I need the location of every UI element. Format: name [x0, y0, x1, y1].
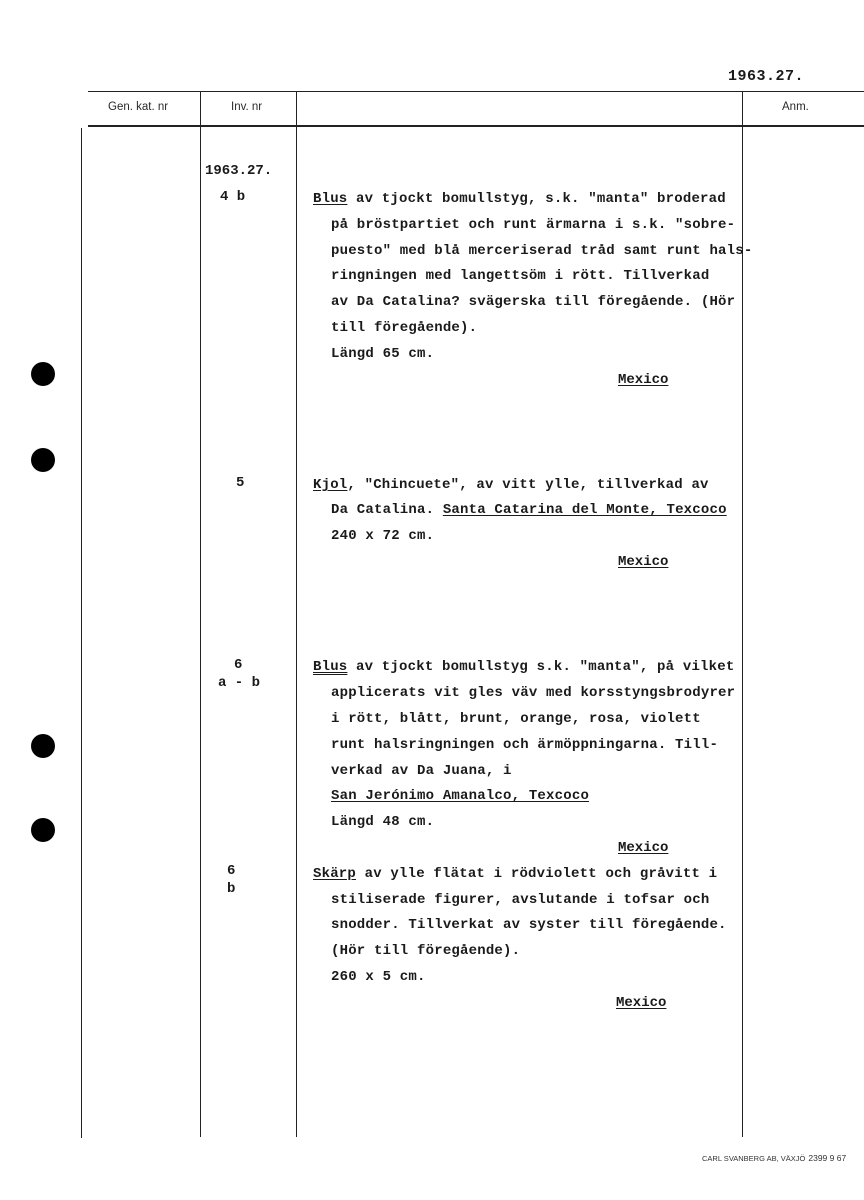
inventory-number: 6: [234, 657, 243, 673]
entry-line: puesto" med blå merceriserad tråd samt runt hals-: [331, 243, 753, 259]
binder-hole: [31, 734, 55, 758]
entry-line: 260 x 5 cm.: [331, 969, 426, 985]
place-name: San Jerónimo Amanalco, Texcoco: [331, 788, 590, 804]
entry-text: Da Catalina.: [331, 502, 443, 518]
column-header-anm: Anm.: [782, 101, 809, 113]
entry-line: (Hör till föregående).: [331, 943, 521, 959]
entry-line: applicerats vit gles väv med korsstyngsbrodyrer: [331, 685, 736, 701]
entry-line: [313, 866, 717, 882]
inventory-year: 1963.27.: [205, 163, 273, 179]
left-margin-rule: [81, 128, 82, 1138]
printer-name: CARL SVANBERG AB, VÄXJÖ: [702, 1154, 806, 1163]
country-label: Mexico: [616, 995, 667, 1011]
binder-hole: [31, 818, 55, 842]
entry-line: [313, 191, 726, 207]
entry-text: av tjockt bomullstyg s.k. "manta", på vilket: [347, 659, 735, 675]
inventory-number: 6: [227, 863, 236, 879]
page-number: 1963.27.: [728, 68, 805, 85]
entry-line: till föregående).: [331, 320, 478, 336]
entry-line: på bröstpartiet och runt ärmarna i s.k. "sobre-: [331, 217, 736, 233]
entry-line: 240 x 72 cm.: [331, 528, 435, 544]
inventory-number: 4 b: [220, 189, 246, 205]
inventory-number: 5: [236, 475, 245, 491]
entry-line: runt halsringningen och ärmöppningarna. Till-: [331, 737, 719, 753]
inventory-suffix: b: [227, 881, 236, 897]
entry-line: [331, 502, 727, 518]
entry-line: Längd 48 cm.: [331, 814, 435, 830]
object-term: Kjol: [313, 477, 348, 493]
country-label: Mexico: [618, 372, 669, 388]
entry-line: Längd 65 cm.: [331, 346, 435, 362]
binder-hole: [31, 362, 55, 386]
header-rule: [88, 125, 864, 127]
entry-line: av Da Catalina? svägerska till föregående. (Hör: [331, 294, 736, 310]
country-label: Mexico: [618, 840, 669, 856]
place-name: Santa Catarina del Monte, Texcoco: [442, 502, 727, 518]
form-code: 2399 9 67: [808, 1153, 847, 1163]
column-header-inv-nr: Inv. nr: [231, 101, 263, 113]
entry-text: av tjockt bomullstyg, s.k. "manta" broderad: [347, 191, 726, 207]
country-label: Mexico: [618, 554, 669, 570]
entry-line: stiliserade figurer, avslutande i tofsar och: [331, 892, 710, 908]
top-rule: [88, 91, 864, 92]
entry-line: [313, 659, 734, 675]
printer-imprint: [702, 1153, 846, 1163]
object-term: Blus: [313, 191, 348, 207]
entry-line: i rött, blått, brunt, orange, rosa, violett: [331, 711, 701, 727]
entry-line: ringningen med langettsöm i rött. Tillverkad: [331, 268, 710, 284]
gen-kat-column-divider: [200, 92, 201, 1137]
column-header-gen-kat-nr: Gen. kat. nr: [108, 101, 169, 113]
entry-line: [313, 477, 709, 493]
object-term: Skärp: [313, 866, 357, 882]
inventory-suffix: a - b: [218, 675, 261, 691]
inv-column-divider: [296, 92, 297, 1137]
binder-hole: [31, 448, 55, 472]
entry-text: av ylle flätat i rödviolett och gråvitt i: [356, 866, 718, 882]
entry-line: verkad av Da Juana, i: [331, 763, 512, 779]
object-term: Blus: [313, 659, 348, 675]
entry-text: , "Chincuete", av vitt ylle, tillverkad av: [347, 477, 709, 493]
entry-line: snodder. Tillverkat av syster till föregående.: [331, 917, 727, 933]
